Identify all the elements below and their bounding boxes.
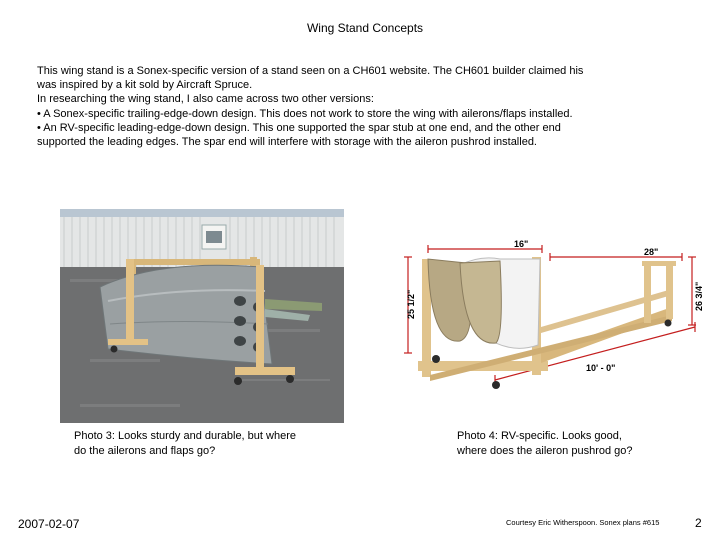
bullet-line: • A Sonex-specific trailing-edge-down design. This does not work to store the wing with ailerons/flaps installed.: [37, 107, 573, 120]
photo-4-caption: [457, 429, 697, 459]
caption-line: Photo 3: Looks sturdy and durable, but where: [74, 430, 296, 442]
dimension-label: 10' - 0": [586, 363, 616, 373]
footer-date: 2007-02-07: [18, 517, 80, 531]
page-number: 2: [695, 516, 702, 530]
paragraph-line: was inspired by a kit sold by Aircraft Spruce.: [37, 79, 253, 92]
wing-stand-photo-illustration: [60, 209, 344, 423]
caption-line: Photo 4: RV-specific. Looks good,: [457, 430, 622, 442]
bullet-line: • An RV-specific leading-edge-down design. This one supported the spar stub at one end, and the other end: [37, 121, 561, 134]
caption-line: do the ailerons and flaps go?: [74, 445, 216, 457]
dimension-label: 28": [644, 247, 659, 257]
dimension-label: 16": [514, 239, 529, 249]
slide-title: Wing Stand Concepts: [306, 21, 424, 35]
footer-credit: Courtesy Eric Witherspoon. Sonex plans #615: [506, 518, 660, 527]
paragraph-line: supported the leading edges. The spar end will interfere with storage with the aileron pushrod installed.: [37, 136, 537, 149]
body-text: [37, 64, 677, 149]
rv-stand-illustration: [400, 235, 715, 415]
dimension-label: 26 3/4": [694, 281, 704, 311]
photo-wing-stand-sonex: [60, 209, 344, 423]
paragraph-line: This wing stand is a Sonex-specific version of a stand seen on a CH601 website. The CH601 builder claimed his: [37, 65, 584, 77]
caption-line: where does the aileron pushrod go?: [457, 445, 633, 457]
dimension-label: 25 1/2": [406, 289, 416, 319]
photo-wing-stand-rv: [400, 235, 715, 415]
photo-3-caption: [74, 429, 344, 459]
paragraph-line: In researching the wing stand, I also came across two other versions:: [37, 93, 374, 106]
